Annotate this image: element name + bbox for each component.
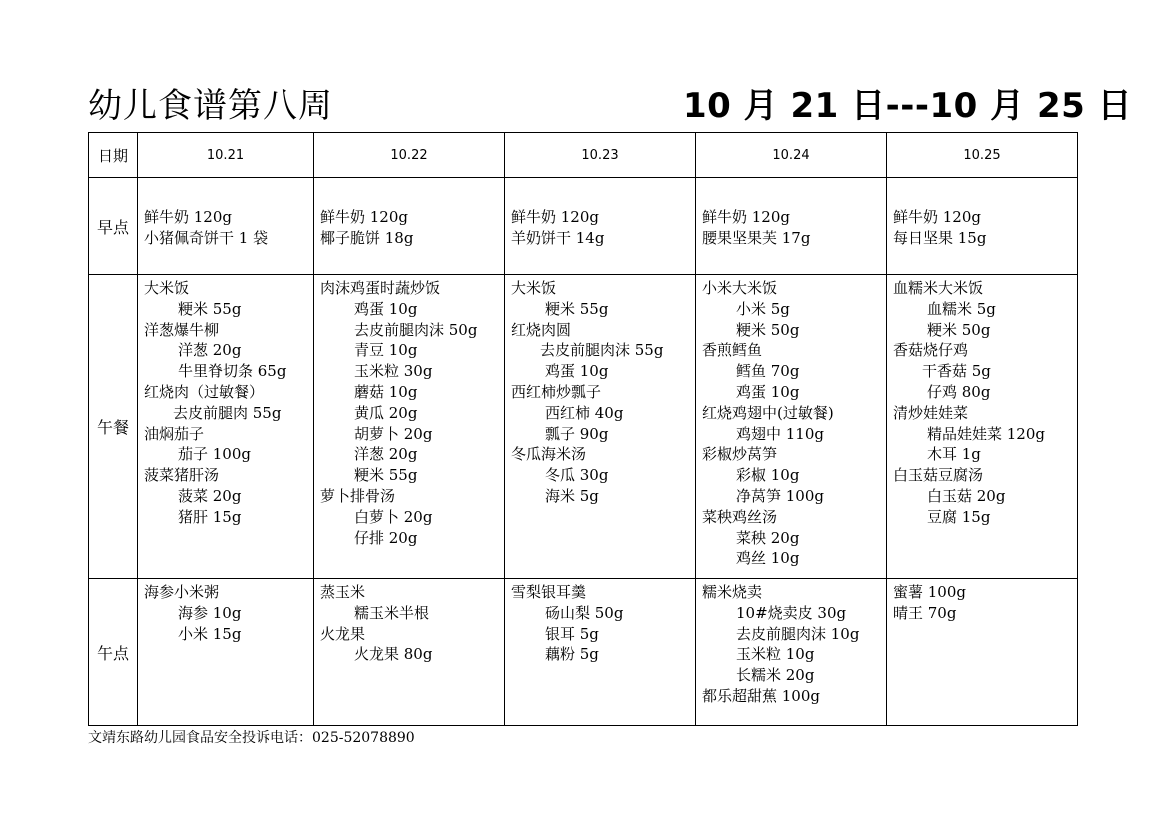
dish-line: 彩椒炒莴笋: [702, 445, 778, 464]
menu-table: [88, 132, 1078, 726]
dish-line: 红烧肉圆: [511, 320, 572, 339]
date-corner-label: 日期: [89, 133, 138, 178]
ingredient-line: 鸡蛋 10g: [736, 382, 800, 401]
ingredient-line: 菠菜 20g: [178, 486, 242, 505]
ingredient-line: 长糯米 20g: [736, 666, 815, 685]
menu-cell: [505, 275, 696, 579]
ingredient-line: 豆腐 15g: [927, 507, 991, 526]
ingredient-line: 小米 5g: [736, 299, 790, 318]
date-header: 10.24: [696, 133, 887, 178]
menu-cell: [314, 579, 505, 726]
ingredient-line: 鸡翅中 110g: [736, 424, 825, 443]
lunch-row: [89, 275, 1078, 579]
dish-line: 西红柿炒瓢子: [511, 382, 602, 401]
dish-line: 火龙果: [320, 624, 366, 643]
snack-row: [89, 579, 1078, 726]
ingredient-line: 小米 15g: [178, 624, 242, 643]
ingredient-line: 菜秧 20g: [736, 528, 800, 547]
row-label-snack: 午点: [89, 579, 138, 726]
dish-line: 糯米烧卖: [702, 583, 763, 601]
menu-cell: [887, 178, 1078, 275]
dish-line: 羊奶饼干 14g: [511, 229, 605, 247]
dish-line: 清炒娃娃菜: [893, 403, 969, 422]
menu-cell: [138, 178, 314, 275]
dish-line: 香煎鳕鱼: [702, 341, 763, 360]
ingredient-line: 胡萝卜 20g: [354, 424, 433, 443]
menu-cell: [887, 579, 1078, 726]
ingredient-line: 粳米 50g: [736, 320, 800, 339]
date-range: 10 月 21 日---10 月 25 日: [683, 86, 1133, 126]
ingredient-line: 茄子 100g: [178, 445, 252, 464]
menu-cell: [138, 275, 314, 579]
ingredient-line: 干香菇 5g: [922, 362, 991, 381]
dish-line: 小猪佩奇饼干 1 袋: [144, 229, 269, 247]
dish-line: 血糯米大米饭: [893, 279, 984, 297]
ingredient-line: 鸡蛋 10g: [545, 362, 609, 381]
ingredient-line: 去皮前腿肉沫 50g: [354, 320, 478, 339]
ingredient-line: 仔排 20g: [354, 528, 418, 547]
dish-line: 油焖茄子: [144, 424, 205, 443]
ingredient-line: 10#烧卖皮 30g: [736, 603, 847, 622]
menu-cell: [696, 579, 887, 726]
ingredient-line: 鸡蛋 10g: [354, 299, 418, 318]
dish-line: 鲜牛奶 120g: [702, 208, 791, 227]
dish-line: 白玉菇豆腐汤: [893, 466, 984, 485]
menu-cell: [138, 579, 314, 726]
ingredient-line: 洋葱 20g: [178, 341, 242, 360]
dish-line: 晴王 70g: [893, 603, 957, 622]
ingredient-line: 木耳 1g: [927, 445, 981, 464]
dish-line: 洋葱爆牛柳: [144, 320, 220, 339]
header-row: [89, 133, 1078, 178]
ingredient-line: 粳米 55g: [354, 466, 418, 485]
ingredient-line: 海米 5g: [545, 486, 599, 505]
ingredient-line: 银耳 5g: [545, 624, 599, 643]
ingredient-line: 青豆 10g: [354, 341, 418, 360]
ingredient-line: 玉米粒 30g: [354, 362, 433, 381]
ingredient-line: 黄瓜 20g: [354, 403, 418, 422]
ingredient-line: 鳕鱼 70g: [736, 362, 800, 381]
breakfast-row: [89, 178, 1078, 275]
ingredient-line: 冬瓜 30g: [545, 466, 609, 485]
dish-line: 椰子脆饼 18g: [320, 229, 414, 247]
ingredient-line: 蘑菇 10g: [354, 382, 418, 401]
dish-line: 都乐超甜蕉 100g: [702, 686, 821, 705]
dish-line: 菠菜猪肝汤: [144, 466, 220, 485]
dish-line: 鲜牛奶 120g: [511, 208, 600, 227]
ingredient-line: 白萝卜 20g: [354, 507, 433, 526]
menu-cell: [887, 275, 1078, 579]
ingredient-line: 牛里脊切条 65g: [178, 362, 287, 381]
ingredient-line: 仔鸡 80g: [927, 382, 991, 401]
ingredient-line: 粳米 55g: [178, 299, 242, 318]
page-title: 幼儿食谱第八周: [88, 86, 333, 126]
ingredient-line: 粳米 50g: [927, 320, 991, 339]
dish-line: 香菇烧仔鸡: [893, 341, 969, 360]
menu-cell: [696, 178, 887, 275]
dish-line: 冬瓜海米汤: [511, 445, 587, 464]
ingredient-line: 白玉菇 20g: [927, 486, 1006, 505]
ingredient-line: 猪肝 15g: [178, 507, 242, 526]
ingredient-line: 去皮前腿肉沫 10g: [736, 624, 860, 643]
dish-line: 鲜牛奶 120g: [144, 208, 233, 227]
dish-line: 腰果坚果芙 17g: [702, 229, 811, 247]
menu-cell: [314, 275, 505, 579]
ingredient-line: 洋葱 20g: [354, 445, 418, 464]
dish-line: 雪梨银耳羹: [511, 583, 587, 601]
complaint-hotline: 文靖东路幼儿园食品安全投诉电话：025-52078890: [88, 730, 415, 746]
ingredient-line: 鸡丝 10g: [736, 549, 800, 568]
dish-line: 大米饭: [511, 279, 557, 297]
ingredient-line: 净莴笋 100g: [736, 486, 825, 505]
ingredient-line: 砀山梨 50g: [545, 603, 624, 622]
ingredient-line: 粳米 55g: [545, 299, 609, 318]
menu-cell: [505, 178, 696, 275]
menu-cell: [505, 579, 696, 726]
ingredient-line: 精品娃娃菜 120g: [927, 424, 1046, 443]
ingredient-line: 藕粉 5g: [545, 645, 599, 664]
ingredient-line: 糯玉米半根: [354, 603, 430, 622]
ingredient-line: 去皮前腿肉沫 55g: [540, 341, 664, 360]
ingredient-line: 火龙果 80g: [354, 645, 433, 664]
dish-line: 大米饭: [144, 279, 190, 297]
row-label-breakfast: 早点: [89, 178, 138, 275]
dish-line: 萝卜排骨汤: [320, 486, 396, 505]
dish-line: 蜜薯 100g: [893, 583, 967, 601]
ingredient-line: 玉米粒 10g: [736, 645, 815, 664]
dish-line: 海参小米粥: [144, 583, 220, 601]
ingredient-line: 西红柿 40g: [545, 403, 624, 422]
date-header: 10.25: [887, 133, 1078, 178]
date-header: 10.22: [314, 133, 505, 178]
ingredient-line: 海参 10g: [178, 603, 242, 622]
ingredient-line: 血糯米 5g: [927, 299, 996, 318]
dish-line: 肉沫鸡蛋时蔬炒饭: [320, 279, 441, 297]
dish-line: 鲜牛奶 120g: [320, 208, 409, 227]
menu-cell: [696, 275, 887, 579]
date-header: 10.23: [505, 133, 696, 178]
ingredient-line: 去皮前腿肉 55g: [173, 403, 282, 422]
ingredient-line: 彩椒 10g: [736, 466, 800, 485]
dish-line: 鲜牛奶 120g: [893, 208, 982, 227]
dish-line: 菜秧鸡丝汤: [702, 507, 778, 526]
dish-line: 每日坚果 15g: [893, 229, 987, 247]
date-header: 10.21: [138, 133, 314, 178]
dish-line: 红烧肉（过敏餐）: [144, 382, 265, 401]
row-label-lunch: 午餐: [89, 275, 138, 579]
dish-line: 红烧鸡翅中(过敏餐): [702, 403, 834, 422]
dish-line: 蒸玉米: [320, 583, 366, 601]
dish-line: 小米大米饭: [702, 279, 778, 297]
menu-cell: [314, 178, 505, 275]
ingredient-line: 瓢子 90g: [545, 424, 609, 443]
